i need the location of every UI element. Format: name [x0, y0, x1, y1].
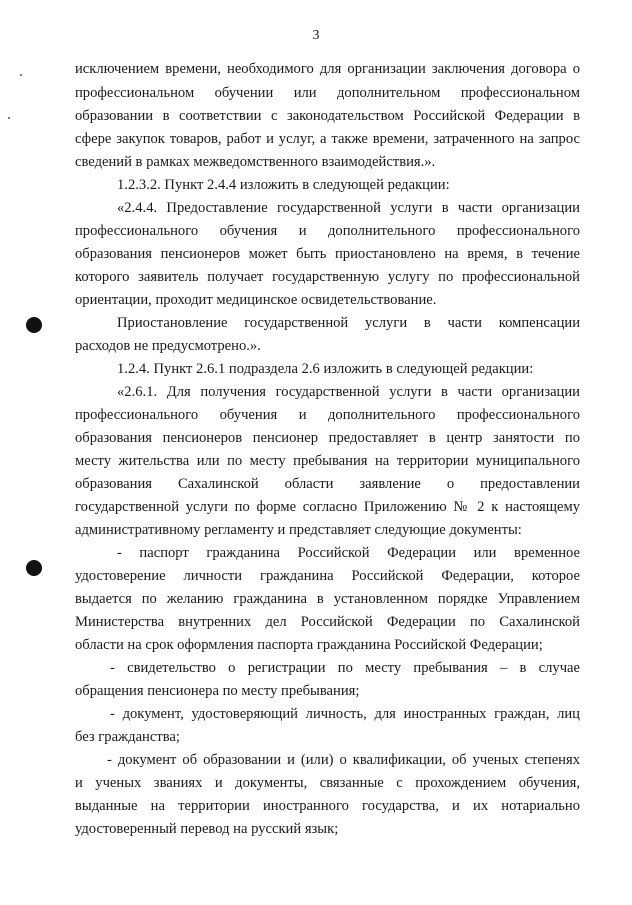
- text-line: - документ, удостоверяющий личность, для иностранных граждан, лиц: [110, 706, 580, 722]
- text-line: образования пенсионеров пенсионер предоставляет в центр занятости по: [75, 430, 580, 446]
- text-line: образования пенсионеров может быть приостановлено на время, в течение: [75, 246, 580, 262]
- text-line: Министерства внутренних дел Российской Федерации по Сахалинской: [75, 614, 580, 630]
- text-line: - документ об образовании и (или) о квалификации, об ученых степенях: [107, 752, 580, 768]
- text-line: сведений в рамках межведомственного взаимодействия.».: [75, 154, 436, 170]
- text-line: месту жительства или по месту пребывания на территории муниципального: [75, 453, 580, 469]
- page-number: 3: [312, 28, 320, 43]
- text-line: выданные на территории иностранного государства, и их нотариально: [75, 798, 580, 814]
- text-line: и ученых званиях и документы, связанные с прохождением обучения,: [75, 775, 580, 791]
- text-line: профессионального обучения и дополнительного профессионального: [75, 223, 580, 239]
- text-line: расходов не предусмотрено.».: [75, 338, 261, 354]
- text-line: 1.2.4. Пункт 2.6.1 подраздела 2.6 изложить в следующей редакции:: [117, 361, 534, 377]
- text-line: ориентации, проходит медицинское освидетельствование.: [75, 292, 437, 308]
- text-line: - свидетельство о регистрации по месту пребывания – в случае: [110, 660, 580, 676]
- punch-hole-mark: [26, 560, 42, 576]
- text-line: исключением времени, необходимого для организации заключения договора о: [75, 61, 580, 77]
- text-line: области на срок оформления паспорта гражданина Российской Федерации;: [75, 637, 543, 653]
- text-line: - паспорт гражданина Российской Федерации или временное: [117, 545, 580, 561]
- text-line: профессиональном обучении или дополнительном профессиональном: [75, 85, 580, 101]
- text-line: «2.6.1. Для получения государственной услуги в части организации: [117, 384, 580, 400]
- scan-speck: [8, 117, 10, 119]
- text-line: образовании в соответствии с законодательством Российской Федерации в: [75, 108, 580, 124]
- text-line: административному регламенту и представляет следующие документы:: [75, 522, 522, 538]
- text-line: профессионального обучения и дополнительного профессионального: [75, 407, 580, 423]
- text-line: удостоверенный перевод на русский язык;: [75, 821, 339, 837]
- text-line: «2.4.4. Предоставление государственной услуги в части организации: [117, 200, 580, 216]
- text-line: государственной услуги по форме согласно Приложению № 2 к настоящему: [75, 499, 580, 515]
- text-line: без гражданства;: [75, 729, 180, 745]
- punch-hole-mark: [26, 317, 42, 333]
- text-line: сфере закупок товаров, работ и услуг, а также времени, затраченного на запрос: [75, 131, 580, 147]
- text-line: 1.2.3.2. Пункт 2.4.4 изложить в следующей редакции:: [117, 177, 450, 193]
- text-line: обращения пенсионера по месту пребывания;: [75, 683, 360, 699]
- text-line: выдается по желанию гражданина в установленном порядке Управлением: [75, 591, 580, 607]
- text-line: которого заявитель получает государственную услугу по профессиональной: [75, 269, 580, 285]
- text-line: удостоверение личности гражданина Российской Федерации, которое: [75, 568, 580, 584]
- scan-speck: [20, 74, 22, 76]
- text-line: образования Сахалинской области заявление о предоставлении: [75, 476, 580, 492]
- text-line: Приостановление государственной услуги в части компенсации: [117, 315, 580, 331]
